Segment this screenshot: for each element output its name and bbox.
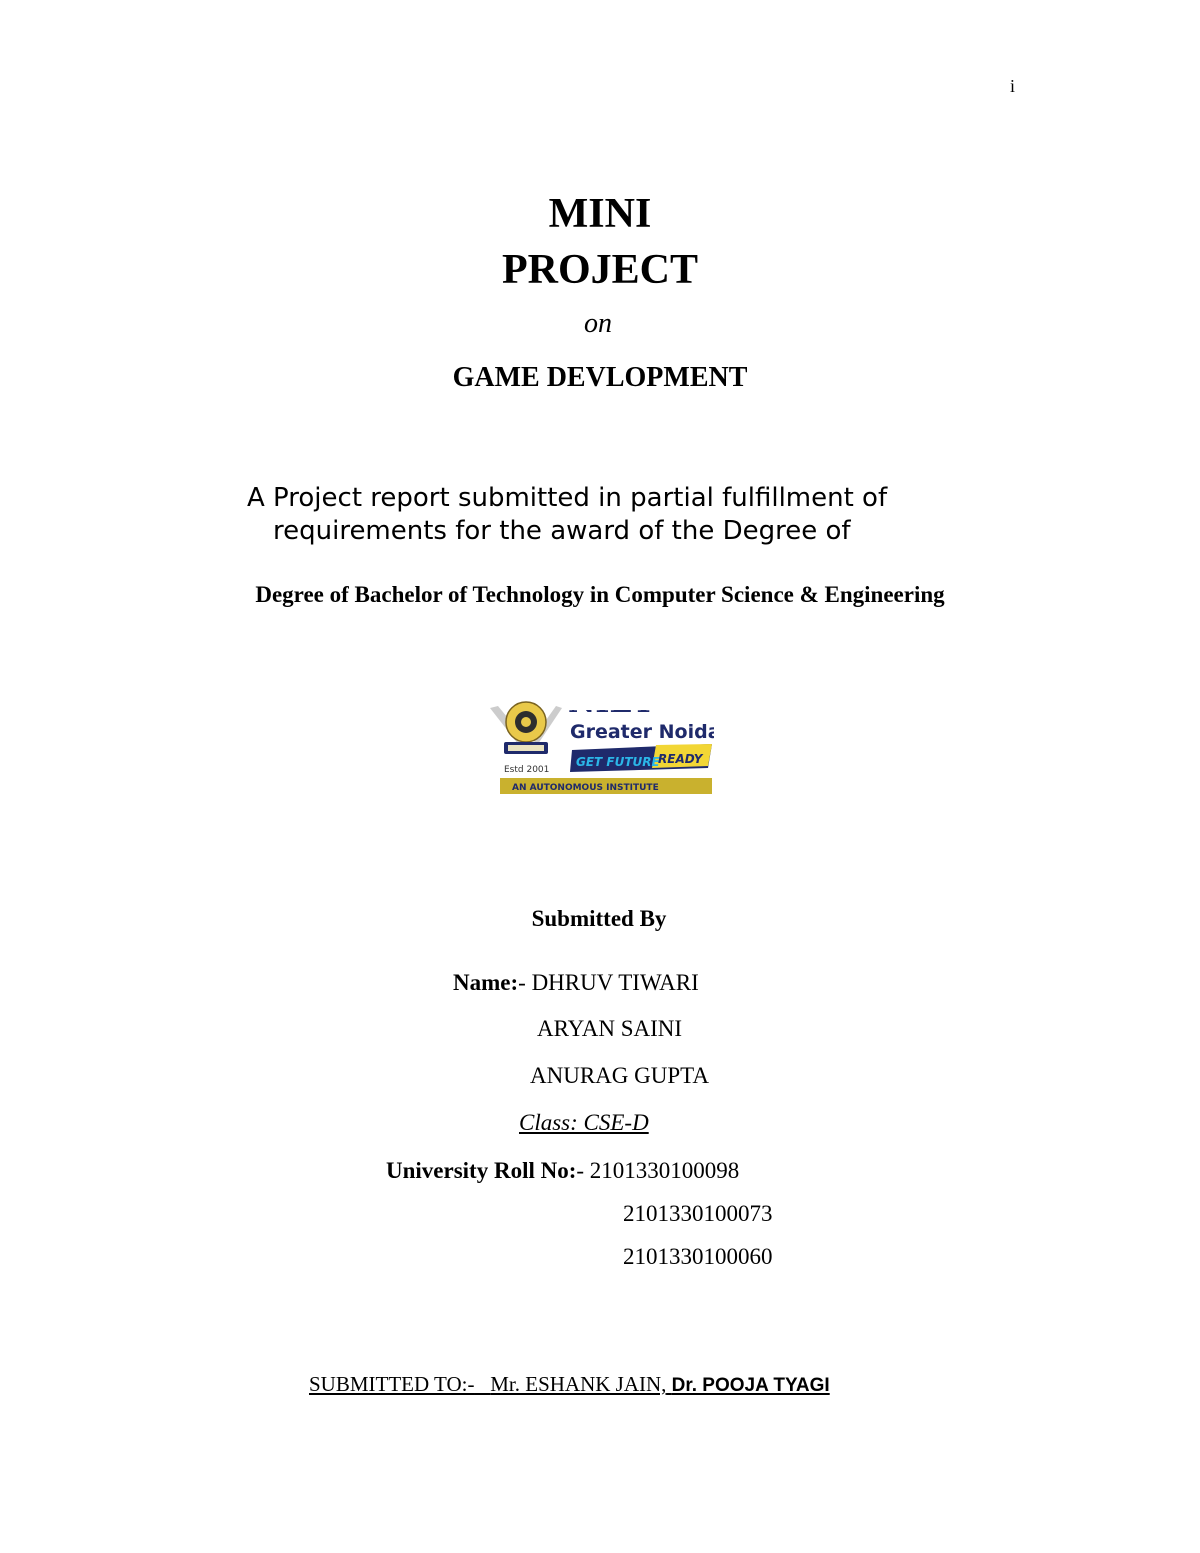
- name-separator: -: [518, 970, 532, 995]
- teacher-1: Mr. ESHANK JAIN,: [490, 1372, 667, 1396]
- logo-footer-text: AN AUTONOMOUS INSTITUTE: [512, 783, 659, 793]
- title-line-2: PROJECT: [501, 247, 698, 293]
- emblem-ribbon-inner: [508, 745, 544, 751]
- submitted-to-label: SUBMITTED TO:-: [309, 1372, 475, 1396]
- logo-crop-mask: [566, 700, 714, 710]
- roll-number-row: [386, 1158, 739, 1184]
- institute-logo: [486, 700, 714, 796]
- logo-estd: Estd 2001: [504, 765, 550, 775]
- roll-number-3: 2101330100060: [623, 1244, 773, 1269]
- roll-number-2: 2101330100073: [623, 1201, 773, 1226]
- submitted-by-heading: Submitted By: [531, 906, 667, 931]
- student-name-3: ANURAG GUPTA: [530, 1063, 709, 1088]
- institute-logo-graphic: [486, 700, 714, 796]
- student-name-row: [453, 970, 699, 996]
- roll-separator: -: [576, 1158, 590, 1183]
- emblem-center: [521, 717, 531, 727]
- name-label: Name:: [453, 970, 519, 995]
- project-topic: GAME DEVLOPMENT: [452, 362, 748, 393]
- description-line-1: A Project report submitted in partial fulfillment of: [247, 483, 888, 513]
- logo-tagline-b: READY: [658, 752, 703, 766]
- roll-label: University Roll No:: [386, 1158, 577, 1183]
- logo-city: Greater Noida: [570, 721, 714, 743]
- logo-tagline-a: GET FUTURE: [576, 755, 660, 769]
- title-on: on: [584, 308, 612, 339]
- student-name-2: ARYAN SAINI: [537, 1016, 683, 1041]
- roll-number-1: 2101330100098: [589, 1158, 740, 1183]
- degree-title: Degree of Bachelor of Technology in Computer Science & Engineering: [255, 582, 945, 607]
- title-line-1: MINI: [548, 191, 652, 237]
- description-line-2: requirements for the award of the Degree of: [273, 516, 851, 546]
- page-number: i: [1010, 76, 1016, 96]
- class-label: Class: CSE-D: [519, 1110, 649, 1135]
- teacher-2: Dr. POOJA TYAGI: [671, 1375, 830, 1396]
- student-name-1: DHRUV TIWARI: [531, 970, 699, 995]
- submitted-to-line: [309, 1372, 830, 1397]
